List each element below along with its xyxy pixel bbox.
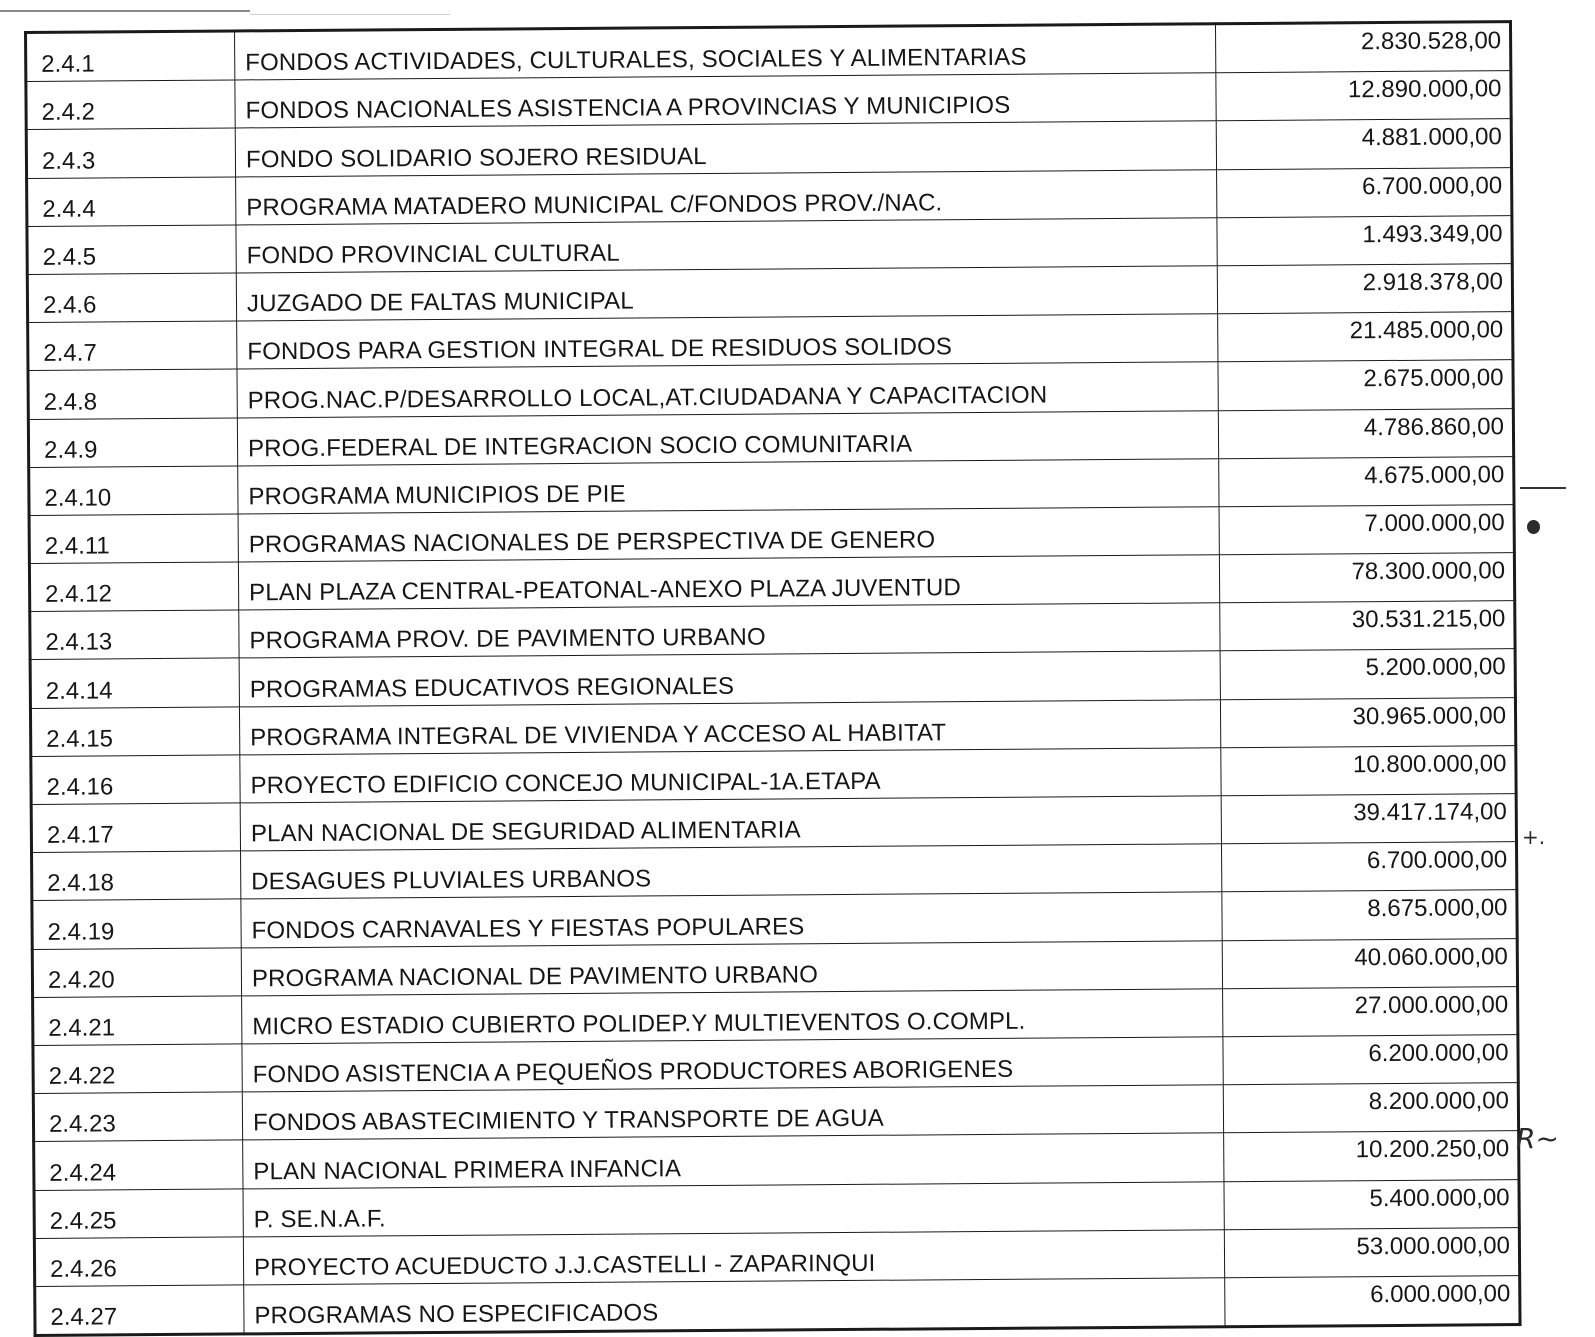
scan-edge-line: [0, 10, 250, 12]
row-amount: 53.000.000,00: [1224, 1227, 1519, 1277]
budget-table: [24, 20, 1522, 1337]
row-amount: 2.918.378,00: [1217, 264, 1512, 314]
row-description: PROGRAMA NACIONAL DE PAVIMENTO URBANO: [241, 940, 1222, 995]
handwritten-initials-mark: R~: [1516, 1122, 1559, 1155]
row-amount: 7.000.000,00: [1219, 504, 1514, 554]
row-description: JUZGADO DE FALTAS MUNICIPAL: [236, 266, 1217, 321]
row-description: FONDO ASISTENCIA A PEQUEÑOS PRODUCTORES ABORIGENES: [242, 1037, 1223, 1092]
scan-edge-line-faint: [250, 14, 450, 15]
row-code: 2.4.24: [34, 1140, 243, 1190]
row-description: PROG.FEDERAL DE INTEGRACION SOCIO COMUNITARIA: [237, 410, 1218, 465]
document-page: [24, 20, 1521, 1331]
row-amount: 10.200.250,00: [1224, 1131, 1519, 1181]
row-amount: 27.000.000,00: [1223, 986, 1518, 1036]
row-amount: 5.200.000,00: [1220, 649, 1515, 699]
row-amount: 4.881.000,00: [1216, 119, 1511, 169]
row-description: PROGRAMAS NO ESPECIFICADOS: [244, 1278, 1225, 1334]
row-description: PROGRAMA MATADERO MUNICIPAL C/FONDOS PROV./NAC.: [236, 169, 1217, 224]
row-description: PLAN NACIONAL DE SEGURIDAD ALIMENTARIA: [240, 796, 1221, 851]
row-code: 2.4.5: [27, 225, 236, 275]
row-code: 2.4.17: [31, 803, 240, 853]
row-code: 2.4.15: [30, 707, 239, 757]
row-description: PROYECTO EDIFICIO CONCEJO MUNICIPAL-1A.ETAPA: [240, 748, 1221, 803]
table-row: [35, 1275, 1520, 1335]
row-code: 2.4.10: [29, 466, 238, 516]
row-amount: 40.060.000,00: [1222, 938, 1517, 988]
row-amount: 1.493.349,00: [1217, 215, 1512, 265]
row-amount: 78.300.000,00: [1219, 553, 1514, 603]
row-description: P. SE.N.A.F.: [243, 1181, 1224, 1236]
handwritten-dash-mark: [1520, 487, 1566, 489]
row-description: PROYECTO ACUEDUCTO J.J.CASTELLI - ZAPARINQUI: [243, 1229, 1224, 1284]
row-description: FONDOS ABASTECIMIENTO Y TRANSPORTE DE AGUA: [242, 1085, 1223, 1140]
row-code: 2.4.7: [28, 321, 237, 371]
row-description: FONDO PROVINCIAL CULTURAL: [236, 218, 1217, 273]
row-code: 2.4.26: [34, 1237, 243, 1287]
row-amount: 4.786.860,00: [1218, 408, 1513, 458]
row-description: PROGRAMAS NACIONALES DE PERSPECTIVA DE GENERO: [238, 507, 1219, 562]
row-description: MICRO ESTADIO CUBIERTO POLIDEP.Y MULTIEVENTOS O.COMPL.: [242, 988, 1223, 1043]
row-code: 2.4.13: [30, 610, 239, 660]
row-amount: 2.830.528,00: [1215, 22, 1510, 73]
row-code: 2.4.2: [26, 80, 235, 130]
row-amount: 2.675.000,00: [1218, 360, 1513, 410]
row-description: FONDOS CARNAVALES Y FIESTAS POPULARES: [241, 892, 1222, 947]
row-amount: 6.700.000,00: [1221, 842, 1516, 892]
row-amount: 8.675.000,00: [1222, 890, 1517, 940]
row-code: 2.4.6: [27, 273, 236, 323]
row-code: 2.4.4: [27, 177, 236, 227]
row-code: 2.4.22: [33, 1044, 242, 1094]
row-amount: 10.800.000,00: [1221, 745, 1516, 795]
row-code: 2.4.23: [33, 1092, 242, 1142]
row-code: 2.4.16: [31, 755, 240, 805]
handwritten-dot-mark: [1527, 520, 1540, 534]
row-code: 2.4.3: [26, 128, 235, 178]
row-code: 2.4.1: [26, 31, 235, 82]
row-code: 2.4.11: [29, 514, 238, 564]
row-description: PROGRAMA MUNICIPIOS DE PIE: [238, 458, 1219, 513]
row-amount: 6.000.000,00: [1225, 1275, 1520, 1326]
row-amount: 39.417.174,00: [1221, 794, 1516, 844]
row-code: 2.4.27: [35, 1285, 244, 1336]
row-amount: 8.200.000,00: [1223, 1083, 1518, 1133]
row-amount: 6.700.000,00: [1217, 167, 1512, 217]
row-description: PROG.NAC.P/DESARROLLO LOCAL,AT.CIUDADANA Y CAPACITACION: [237, 362, 1218, 417]
row-amount: 4.675.000,00: [1219, 456, 1514, 506]
row-amount: 6.200.000,00: [1223, 1035, 1518, 1085]
row-code: 2.4.8: [28, 369, 237, 419]
row-amount: 21.485.000,00: [1218, 312, 1513, 362]
row-code: 2.4.20: [32, 947, 241, 997]
row-amount: 30.965.000,00: [1220, 697, 1515, 747]
row-description: PROGRAMA INTEGRAL DE VIVIENDA Y ACCESO AL HABITAT: [239, 699, 1220, 754]
row-code: 2.4.18: [32, 851, 241, 901]
row-code: 2.4.14: [30, 658, 239, 708]
row-amount: 30.531.215,00: [1220, 601, 1515, 651]
row-description: PROGRAMA PROV. DE PAVIMENTO URBANO: [239, 603, 1220, 658]
row-amount: 5.400.000,00: [1224, 1179, 1519, 1229]
row-description: FONDOS ACTIVIDADES, CULTURALES, SOCIALES Y ALIMENTARIAS: [235, 24, 1216, 80]
row-description: DESAGUES PLUVIALES URBANOS: [241, 844, 1222, 899]
row-description: FONDO SOLIDARIO SOJERO RESIDUAL: [235, 121, 1216, 176]
row-code: 2.4.19: [32, 899, 241, 949]
row-code: 2.4.9: [28, 417, 237, 467]
budget-table-body: [26, 22, 1521, 1336]
row-description: PROGRAMAS EDUCATIVOS REGIONALES: [239, 651, 1220, 706]
row-description: PLAN PLAZA CENTRAL-PEATONAL-ANEXO PLAZA JUVENTUD: [238, 555, 1219, 610]
handwritten-cross-mark: +.: [1522, 825, 1546, 849]
row-description: FONDOS NACIONALES ASISTENCIA A PROVINCIAS Y MUNICIPIOS: [235, 73, 1216, 128]
row-code: 2.4.21: [33, 996, 242, 1046]
row-description: FONDOS PARA GESTION INTEGRAL DE RESIDUOS SOLIDOS: [237, 314, 1218, 369]
row-description: PLAN NACIONAL PRIMERA INFANCIA: [243, 1133, 1224, 1188]
row-code: 2.4.12: [29, 562, 238, 612]
row-code: 2.4.25: [34, 1188, 243, 1238]
row-amount: 12.890.000,00: [1216, 71, 1511, 121]
